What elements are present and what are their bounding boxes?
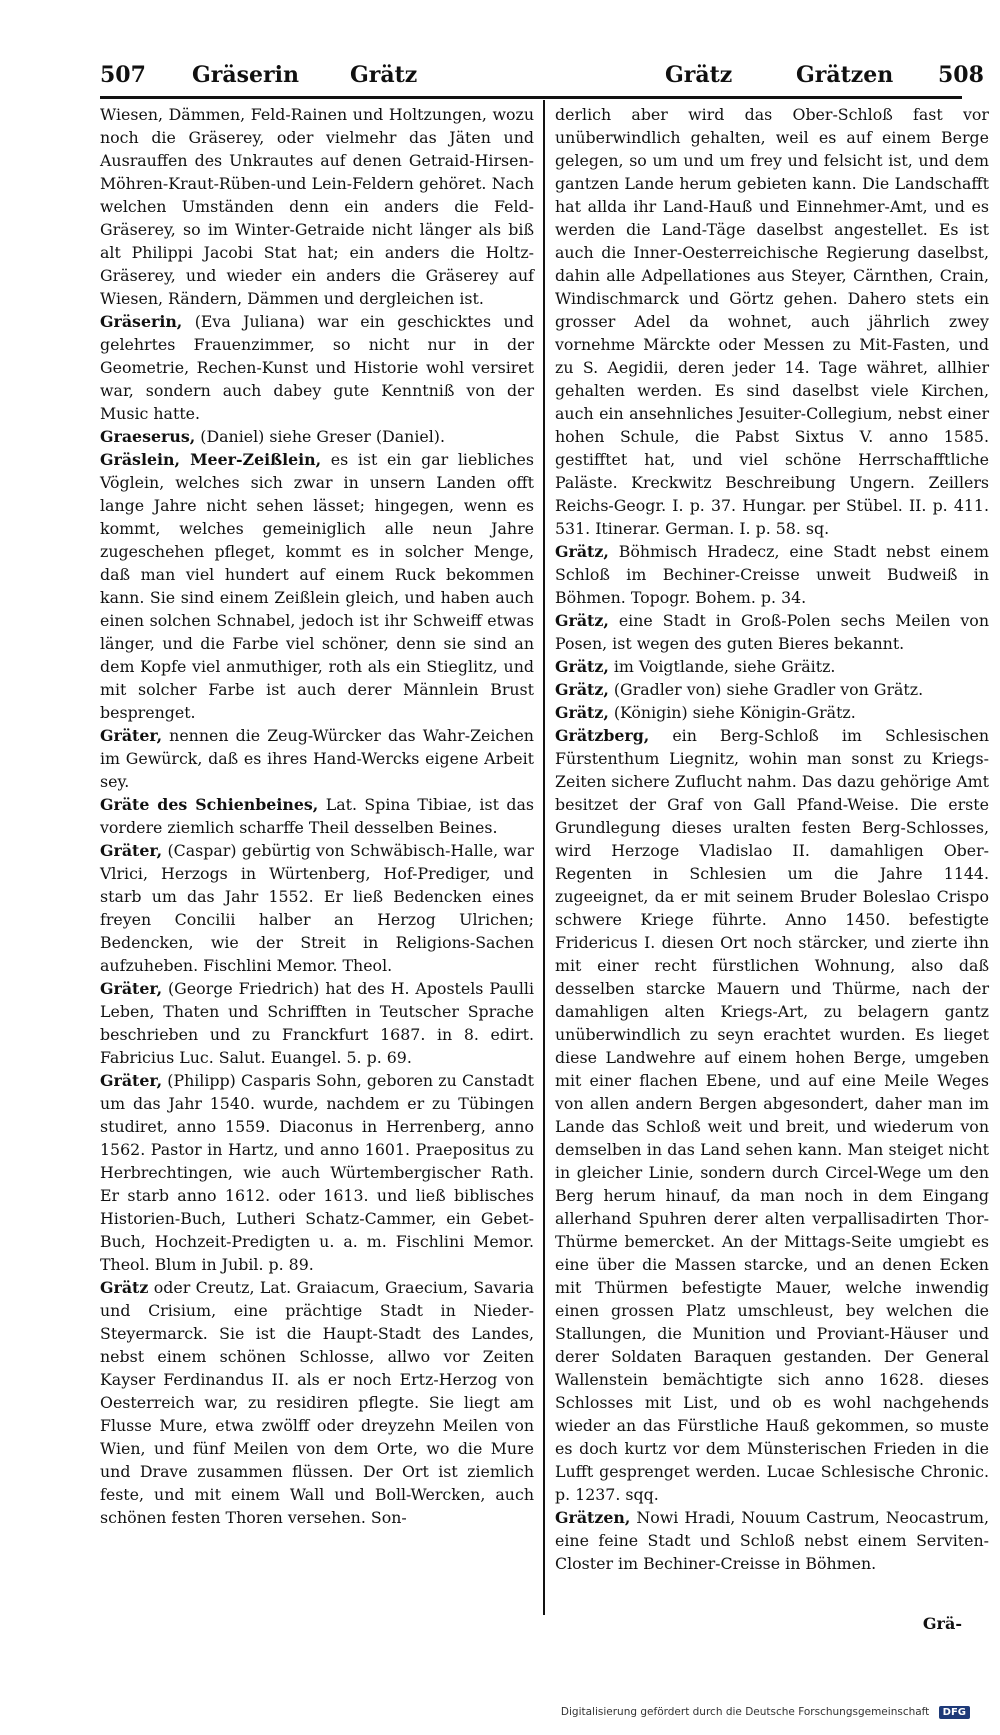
entry-text: Wiesen, Dämmen, Feld-Rainen und Holtzungen, wozu noch die Gräserey, oder vielmehr das Jäten und Ausrauffen des Unkrautes auf denen Getraid-Hirsen-Möhren-Kraut-Rüben-und Lein-Feldern gehöret. Nach welchen Umständen denn ein anders die Feld-Gräserey, so im Winter-Getraide nicht länger als biß alt Philippi Jacobi Stat hat; ein anders die Holtz-Gräserey, und wieder ein anders die Gräserey auf Wiesen, Rändern, Dämmen und dergleichen ist. (100, 105, 534, 308)
dictionary-entry (100, 448, 534, 724)
entry-lemma: Gräslein, Meer-Zeißlein, (100, 450, 322, 469)
header-rule (100, 96, 962, 99)
entry-lemma: Grätz, (555, 611, 609, 630)
footer-text: Digitalisierung gefördert durch die Deutsche Forschungsgemeinschaft (560, 1706, 930, 1718)
entry-lemma: Gräter, (100, 979, 163, 998)
entry-lemma: Grätz, (555, 703, 609, 722)
dfg-logo: DFG (939, 1706, 970, 1719)
entry-text: Böhmisch Hradecz, eine Stadt nebst einem Schloß im Bechiner-Creisse unweit Budweiß in Böhmen. Topogr. Bohem. p. 34. (555, 542, 990, 607)
page-number-right: 508 (938, 62, 984, 88)
entry-text: oder Creutz, Lat. Graiacum, Graecium, Savaria und Crisium, eine prächtige Stadt in Nieder-Steyermarck. Sie ist die Haupt-Stadt des Landes, nebst einem schönen Schlosse, allwo vor Zeiten Kayser Ferdinandus II. als er noch Ertz-Herzog von Oesterreich war, zu residiren pflegte. Sie liegt am Flusse Mure, etwa zwölff oder dreyzehn Meilen von Wien, und fünf Meilen von dem Orte, wo die Mure und Drave zusammen flüssen. Der Ort ist ziemlich feste, und mit einem Wall und Boll-Wercken, auch schönen festen Thoren versehen. Son- (100, 1278, 534, 1527)
entry-text: ein Berg-Schloß im Schlesischen Fürstenthum Liegnitz, wohin man sonst zu Kriegs-Zeiten sichere Zuflucht nahm. Das dazu gehörige Amt besitzet der Graf von Gall Pfand-Weise. Die erste Grundlegung dieses uralten festen Berg-Schlosses, wird Herzoge Vladislao II. damahligen Ober-Regenten in Schlesien um die Jahre 1144. zugeeignet, da er mit seinem Bruder Boleslao Crispo schwere Kriege führte. Anno 1450. befestigte Fridericus I. diesen Ort noch stärcker, und zierte ihn mit einer recht fürstlichen Wohnung, also daß desselben starcke Mauern und Thürme, nach der damahligen alten Kriegs-Art, zu belagern gantz unüberwindlich zu seyn erachtet wurden. Es lieget diese Landwehre auf einem hohen Berge, umgeben mit einer flachen Ebene, und auf eine Meile Weges von allen andern Bergen abgesondert, daher man im Lande das Schloß weit und breit, und wiederum von demselben in das Land sehen kann. Man steiget nicht in gleicher Linie, sondern durch Circel-Wege um den Berg herum hinauf, da man noch in dem Eingang allerhand Spuhren derer alten verpallisadirten Thor-Thürme bemercket. An der Mittags-Seite umgiebt es eine über die Massen starcke, und an denen Ecken mit Thürmen befestigte Mauer, welche inwendig einen grossen Platz umschleust, bey welchen die Stallungen, die Munition und Proviant-Häuser und derer Soldaten Baraquen gestanden. Der General Wallenstein bemächtigte sich anno 1628. dieses Schlosses mit List, und ob es wohl nachgehends wieder an das Fürstliche Hauß gekommen, so muste es doch kurtz vor dem Münsterischen Frieden in die Lufft gesprenget werden. Lucae Schlesische Chronic. p. 1237. sqq. (555, 726, 990, 1504)
entry-lemma: Grätz, (555, 542, 609, 561)
dictionary-entry (100, 425, 534, 448)
dictionary-entry (555, 655, 989, 678)
dictionary-entry (100, 839, 534, 977)
catchword: Grä- (922, 1614, 962, 1633)
entry-text: (Caspar) gebürtig von Schwäbisch-Halle, war Vlrici, Herzogs in Würtenberg, Hof-Prediger, und starb um das Jahr 1552. Er ließ Bedencken eines freyen Concilii halber an Herzog Ulrichen; Bedencken, wie der Streit in Religions-Sachen aufzuheben. Fischlini Memor. Theol. (100, 841, 534, 975)
entry-text: Lat. Spina Tibiae, ist das vordere ziemlich scharffe Theil desselben Beines. (100, 795, 534, 837)
dictionary-entry (100, 793, 534, 839)
entry-lemma: Gräter, (100, 726, 163, 745)
entry-text: es ist ein gar liebliches Vöglein, welches sich zwar in unsern Landen offt lange Jahre nicht sehen lässet; hingegen, wenn es kommt, welches gemeiniglich alle neun Jahre zugeschehen pfleget, kommt es in solcher Menge, daß man viel hundert auf einem Ruck bekommen kann. Sie sind einem Zeißlein gleich, und haben auch einen solchen Schnabel, jedoch ist ihr Schweiff etwas länger, und die Farbe viel schöner, denn sie sind an dem Kopfe viel anmuthiger, roth als ein Stieglitz, und mit solcher Farbe ist auch derer Männlein Brust besprenget. (100, 450, 534, 722)
dictionary-entry (555, 1506, 989, 1575)
dictionary-entry (555, 609, 989, 655)
entry-lemma: Grätz, (555, 680, 609, 699)
entry-text: (Eva Juliana) war ein geschicktes und gelehrtes Frauenzimmer, so nicht nur in der Geometrie, Rechen-Kunst und Historie wohl versiret war, sondern auch dabey gute Kenntniß von der Music hatte. (100, 312, 534, 423)
header-right-keyword-2: Grätzen (796, 62, 894, 88)
entry-lemma: Grätzberg, (555, 726, 650, 745)
dictionary-entry (555, 701, 989, 724)
dictionary-entry (555, 540, 989, 609)
digitization-footer (560, 1706, 970, 1726)
entry-lemma: Gräter, (100, 841, 163, 860)
entry-text: (George Friedrich) hat des H. Apostels Paulli Leben, Thaten und Schrifften in Teutscher Sprache beschrieben und zu Franckfurt 1687. in 8. edirt. Fabricius Luc. Salut. Euangel. 5. p. 69. (100, 979, 534, 1067)
dictionary-entry (100, 724, 534, 793)
header-left-keyword-2: Grätz (350, 62, 418, 88)
entry-text: (Philipp) Casparis Sohn, geboren zu Canstadt um das Jahr 1540. wurde, nachdem er zu Tübingen studiret, anno 1559. Diaconus in Herrenberg, anno 1562. Pastor in Hartz, und anno 1601. Praepositus zu Herbrechtingen, wie auch Würtembergischer Rath. Er starb anno 1612. oder 1613. und ließ biblisches Historien-Buch, Lutheri Schatz-Cammer, ein Gebet-Buch, Hochzeit-Predigten u. a. m. Fischlini Memor. Theol. Blum in Jubil. p. 89. (100, 1071, 534, 1274)
running-header (100, 62, 984, 98)
header-left-keyword-1: Gräserin (192, 62, 299, 88)
dictionary-entry (100, 977, 534, 1069)
dictionary-entry (100, 1276, 534, 1529)
entry-lemma: Graeserus, (100, 427, 196, 446)
entry-lemma: Gräserin, (100, 312, 183, 331)
entry-text: (Gradler von) siehe Gradler von Grätz. (613, 680, 924, 699)
entry-text: eine Stadt in Groß-Polen sechs Meilen von Posen, ist wegen des guten Bieres bekannt. (555, 611, 989, 653)
dictionary-entry (100, 310, 534, 425)
right-column (555, 103, 989, 1575)
entry-text: nennen die Zeug-Würcker das Wahr-Zeichen im Gewürck, daß es ihres Hand-Wercks eigene Arbeit sey. (100, 726, 534, 791)
dictionary-entry (555, 103, 989, 540)
entry-lemma: Grätz (100, 1278, 149, 1297)
dictionary-entry (555, 678, 989, 701)
column-divider (543, 100, 545, 1615)
header-right-keyword-1: Grätz (665, 62, 733, 88)
entry-text: im Voigtlande, siehe Gräitz. (613, 657, 836, 676)
entry-lemma: Gräte des Schienbeines, (100, 795, 319, 814)
entry-lemma: Grätzen, (555, 1508, 631, 1527)
dictionary-entry (100, 103, 534, 310)
left-column (100, 103, 534, 1529)
entry-lemma: Grätz, (555, 657, 609, 676)
entry-text: (Königin) siehe Königin-Grätz. (613, 703, 856, 722)
entry-text: derlich aber wird das Ober-Schloß fast vor unüberwindlich gehalten, weil es auf einem Berge gelegen, so um und um frey und felsicht ist, und dem gantzen Lande herum gebieten kann. Die Landschafft hat allda ihr Land-Hauß und Einnehmer-Amt, und es werden die Land-Täge daselbst angestellet. Es ist auch die Inner-Oesterreichische Regierung daselbst, dahin alle Adpellationes aus Steyer, Cärnthen, Crain, Windischmarck und Görtz gehen. Dahero stets ein grosser Adel da wohnet, auch jährlich zwey vornehme Märckte oder Messen zu Mit-Fasten, und zu S. Aegidii, deren jeder 14. Tage währet, allhier gehalten werden. Es sind daselbst viele Kirchen, auch ein ansehnliches Jesuiter-Collegium, nebst einer hohen Schule, die Pabst Sixtus V. anno 1585. gestifftet hat, und viel schöne Herrschafftliche Paläste. Kreckwitz Beschreibung Ungern. Zeillers Reichs-Geogr. I. p. 37. Hungar. per Stübel. II. p. 411. 531. Itinerar. German. I. p. 58. sq. (555, 105, 989, 538)
dictionary-entry (100, 1069, 534, 1276)
page-number-left: 507 (100, 62, 146, 88)
entry-text: Nowi Hradi, Nouum Castrum, Neocastrum, eine feine Stadt und Schloß nebst einem Serviten-Closter im Bechiner-Creisse in Böhmen. (555, 1508, 989, 1573)
dictionary-entry (555, 724, 989, 1506)
entry-text: (Daniel) siehe Greser (Daniel). (200, 427, 445, 446)
entry-lemma: Gräter, (100, 1071, 163, 1090)
